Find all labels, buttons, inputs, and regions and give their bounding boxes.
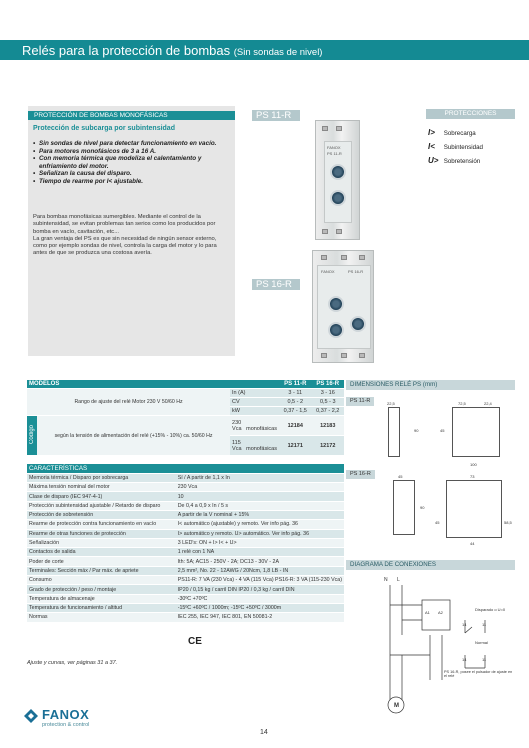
product-label-ps11: PS 11-R — [252, 110, 300, 121]
terminal — [341, 255, 347, 260]
table-cell: Clase de disparo (IEC 947-4-1) — [27, 492, 176, 501]
terminal — [321, 255, 327, 260]
dimension-tag-ps16: PS 16-R — [346, 470, 375, 479]
table-cell: 3 - 16 — [311, 389, 344, 398]
undercurrent-symbol-icon: I< — [428, 142, 435, 151]
type-text: monofásicas — [246, 425, 277, 432]
table-cell: Memoria térmica / Disparo por sobrecarga — [27, 473, 176, 482]
table-row — [27, 548, 344, 557]
table-cell: CV — [230, 398, 279, 407]
paragraph: La gran ventaja del PS es que sin necesidad de ningún sensor externo, como por ejemplo sondas de nivel, controla la carga del motor y lo para antes de que se produzca una costosa avería. — [33, 235, 217, 257]
table-cell: Normas — [27, 613, 176, 622]
banner-title: Relés para la protección de bombas — [22, 43, 231, 58]
table-cell: Sí / A partir de 1,1 x In — [176, 473, 344, 482]
table-cell: Máxima tensión nominal del motor — [27, 483, 176, 492]
adjust-knob — [330, 164, 346, 180]
column-header: PS 16-R — [311, 380, 344, 389]
table-cell: Terminales: Sección máx / Par máx. de apriete — [27, 566, 176, 575]
wiring-label: Normal — [475, 640, 488, 645]
table-cell: I> automático y remoto. U> automático. Ver info pág. 36 — [176, 529, 344, 538]
table-cell: Rearme de protección contra funcionamiento en vacío — [27, 520, 176, 529]
wiring-label: L — [397, 577, 400, 583]
wiring-label: 11 — [482, 657, 487, 662]
feature-list — [33, 140, 231, 186]
column-header: MODELOS — [27, 380, 279, 389]
dim-text: 72,5 — [458, 401, 466, 406]
table-cell: Rearme de otras funciones de protección — [27, 529, 176, 538]
intro-description — [33, 214, 231, 258]
table-row — [27, 416, 344, 436]
adjust-knob — [328, 322, 344, 338]
page-title — [22, 43, 322, 58]
ce-mark: CE — [188, 636, 202, 647]
table-row — [27, 594, 344, 603]
table-row — [27, 576, 344, 585]
terminal — [336, 126, 342, 131]
table-row — [27, 492, 344, 501]
dim-drawing-side — [452, 407, 500, 457]
device-ps11-image — [315, 120, 360, 240]
table-cell: Poder de corte — [27, 557, 176, 566]
wiring-label: A1 — [425, 610, 430, 615]
table-cell: Grado de protección / peso / montaje — [27, 585, 176, 594]
overload-symbol-icon: I> — [428, 128, 435, 137]
table-cell: A partir de la V nominal + 15% — [176, 510, 344, 519]
connections-title: DIAGRAMA DE CONEXIONES — [346, 560, 515, 570]
table-cell: Señalización — [27, 538, 176, 547]
wiring-label: Disparado o U=0 — [475, 607, 506, 612]
dim-drawing-front — [388, 407, 400, 457]
dim-text: 45 — [398, 474, 403, 479]
page-banner — [0, 40, 529, 60]
dim-text: 45 — [435, 520, 440, 525]
terminal — [321, 353, 327, 358]
list-item: • Tiempo de rearme por I< ajustable. — [33, 178, 231, 186]
terminal — [322, 126, 328, 131]
models-table — [27, 380, 344, 456]
terminal — [359, 353, 365, 358]
device-model-text: PS 11-R — [327, 151, 342, 156]
paragraph: Para bombas monofásicas sumergibles. Mediante el control de la subintensidad, se evitan problemas tan serios como los producidos por bomba en vacío, cavitación, etc... — [33, 214, 216, 235]
table-cell: De 0,4 a 0,9 x In / 5 s — [176, 501, 344, 510]
table-cell: 0,5 - 2 — [279, 398, 311, 407]
column-header: CARACTERÍSTICAS — [27, 464, 344, 473]
table-cell: Ith: 5A; AC15 - 250V - 2A; DC13 - 30V - 2A — [176, 557, 344, 566]
characteristics-table — [27, 464, 344, 623]
code-side-text: Código — [29, 425, 35, 445]
wiring-label: PS 16-R, posee el pulsador de ajuste en el relé — [444, 670, 513, 678]
table-row — [27, 510, 344, 519]
protection-item — [428, 128, 476, 137]
table-cell: 1 relé con 1 NA — [176, 548, 344, 557]
footnote: Ajuste y curvas, ver páginas 31 a 37. — [27, 660, 118, 666]
table-cell: 12184 — [279, 416, 311, 436]
dim-text: 90 — [420, 505, 425, 510]
table-cell: Protección de sobretensión — [27, 510, 176, 519]
dim-drawing-side — [446, 480, 502, 538]
table-cell: IEC 255, IEC 947, IEC 801, EN 50081-2 — [176, 613, 344, 622]
table-cell: -30ºC +70ºC — [176, 594, 344, 603]
protection-label: Sobretensión — [443, 158, 481, 165]
table-row — [27, 557, 344, 566]
table-cell: kW — [230, 407, 279, 416]
range-label: Rango de ajuste del relé Motor 230 V 50/60 Hz — [27, 389, 230, 416]
table-cell: 230 Vca — [176, 483, 344, 492]
dim-text: 45 — [440, 428, 445, 433]
dim-text: 100 — [470, 462, 477, 467]
device-face — [317, 265, 371, 349]
table-cell: -15ºC +60ºC / 1000m; -15ºC +50ºC / 3000m — [176, 603, 344, 612]
table-row — [27, 538, 344, 547]
table-row — [27, 613, 344, 622]
overvoltage-symbol-icon: U> — [428, 156, 439, 165]
table-cell: 0,5 - 3 — [311, 398, 344, 407]
table-cell: Protección subintensidad ajustable / Retardo de disparo — [27, 501, 176, 510]
dim-text: 22,4 — [484, 401, 492, 406]
motor-label: M — [394, 703, 399, 709]
table-row — [27, 389, 344, 398]
wiring-diagram — [380, 575, 515, 715]
terminal — [341, 353, 347, 358]
table-cell: 0,37 - 2,2 — [311, 407, 344, 416]
table-row — [27, 473, 344, 482]
table-cell: 3 LED's: ON + I> I< + U> — [176, 538, 344, 547]
dim-drawing-front — [393, 480, 415, 535]
code-side-label — [27, 416, 37, 456]
list-item: • Señalizan la causa del disparo. — [33, 170, 231, 178]
table-cell: 12171 — [279, 436, 311, 456]
table-cell: Temperatura de funcionamiento / altitud — [27, 603, 176, 612]
wiring-label: 14 — [462, 622, 467, 627]
adjust-knob — [350, 316, 366, 332]
terminal — [322, 229, 328, 234]
table-cell: Contactos de salida — [27, 548, 176, 557]
page-number: 14 — [260, 729, 268, 736]
terminal — [336, 229, 342, 234]
table-row — [27, 520, 344, 529]
table-header-row — [27, 464, 344, 473]
dim-text: 22,5 — [387, 401, 395, 406]
table-cell — [230, 436, 279, 456]
protections-title: PROTECCIONES — [426, 109, 515, 119]
table-row — [27, 501, 344, 510]
dimension-tag-ps11: PS 11-R — [346, 397, 374, 406]
column-header: PS 11-R — [279, 380, 311, 389]
section-label: PROTECCIÓN DE BOMBAS MONOFÁSICAS — [28, 111, 235, 120]
device-brand-text: FANOX — [327, 145, 341, 150]
table-row — [27, 585, 344, 594]
table-row — [27, 529, 344, 538]
voltage-text: 230 Vca — [232, 419, 242, 432]
table-cell: IP20 / 0,15 kg / carril DIN IP20 / 0,3 kg / carril DIN — [176, 585, 344, 594]
table-cell: 3 - 11 — [279, 389, 311, 398]
list-item: • Con memoria térmica que modeliza el calentamiento y enfriamiento del motor. — [33, 155, 231, 170]
wiring-label: A2 — [438, 610, 443, 615]
product-label-ps16: PS 16-R — [252, 279, 300, 290]
table-cell: 0,37 - 1,5 — [279, 407, 311, 416]
table-cell: PS11-R: 7 VA (230 Vca) - 4 VA (115 Vca) PS16-R: 3 VA (115-230 Vca) — [177, 577, 342, 584]
wiring-label: N — [384, 577, 388, 583]
table-cell: I< automático (ajustable) y remoto. Ver info pág. 36 — [176, 520, 344, 529]
table-cell: Temperatura de almacenaje — [27, 594, 176, 603]
wiring-label: 14 — [462, 657, 467, 662]
adjust-knob — [328, 296, 344, 312]
table-header-row — [27, 380, 344, 389]
dimensions-title: DIMENSIONES RELÉ PS (mm) — [346, 380, 515, 390]
table-row — [27, 603, 344, 612]
voltage-text: 115 Vca — [232, 439, 242, 452]
table-cell: Consumo — [27, 576, 176, 585]
dim-text: 44 — [470, 541, 475, 546]
wiring-label: 11 — [482, 622, 487, 627]
table-cell — [230, 416, 279, 436]
device-ps16-image — [312, 250, 374, 363]
adjust-knob — [330, 190, 346, 206]
banner-subtitle: (Sin sondas de nivel) — [233, 47, 323, 58]
list-item: • Sin sondas de nivel para detectar funcionamiento en vacío. — [33, 140, 231, 148]
dim-text: 73 — [470, 474, 475, 479]
type-text: monofásicas — [246, 445, 277, 452]
device-model-text: PS 16-R — [348, 269, 364, 274]
terminal — [359, 255, 365, 260]
protection-item — [428, 142, 483, 151]
logo-brand: FANOX — [42, 707, 90, 722]
logo-mark-icon — [22, 707, 40, 725]
protection-item — [428, 156, 480, 165]
table-row — [27, 483, 344, 492]
logo-tagline: protection & control — [42, 722, 90, 728]
table-cell: 12172 — [311, 436, 344, 456]
code-label: según la tensión de alimentación del relé (+15% - 10%) ca. 50/60 Hz — [37, 416, 230, 456]
table-cell: 12183 — [311, 416, 344, 436]
intro-heading: Protección de subcarga por subintensidad — [33, 125, 175, 132]
table-cell: 10 — [176, 492, 344, 501]
table-cell: In (A) — [230, 389, 279, 398]
device-brand-text: FANOX — [321, 269, 335, 274]
device-face — [324, 141, 352, 223]
table-row — [27, 566, 344, 575]
dim-text: 58,5 — [504, 520, 512, 525]
list-item: • Para motores monofásicos de 3 a 16 A. — [33, 148, 231, 156]
table-cell: 2,5 mm², No. 22 - 12AWG / 20Ncm, 1,8 LB - IN — [176, 566, 344, 575]
protection-label: Sobrecarga — [443, 130, 476, 137]
protection-label: Subintensidad — [443, 144, 483, 151]
dim-text: 90 — [414, 428, 419, 433]
